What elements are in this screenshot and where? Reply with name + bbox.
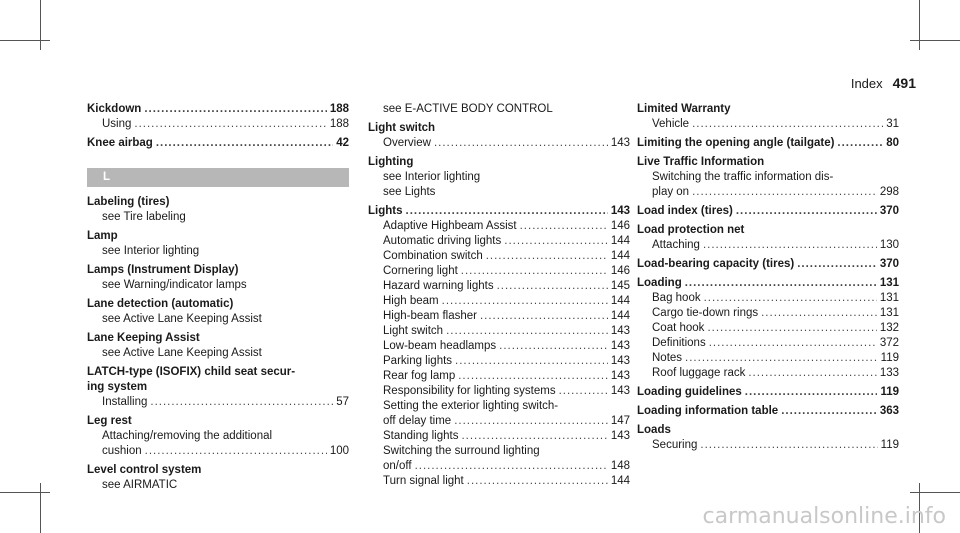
index-entry [87, 195, 349, 225]
index-subterm[interactable] [637, 291, 899, 306]
index-subterm [87, 346, 349, 361]
index-entry [368, 121, 630, 151]
term-text: Definitions [652, 337, 706, 349]
page-ref[interactable]: 143 [610, 430, 630, 442]
index-entry [637, 276, 899, 381]
index-term[interactable] [637, 276, 899, 291]
page-ref[interactable]: 148 [610, 460, 630, 472]
term-text: Lane detection (automatic) [87, 298, 234, 310]
index-subterm [368, 170, 630, 185]
index-entry [637, 223, 899, 253]
index-entry [637, 136, 899, 151]
leader-dots [520, 219, 608, 234]
index-subterm [368, 185, 630, 200]
index-entry [87, 414, 349, 459]
index-column-2 [368, 102, 630, 493]
term-text: Live Traffic Information [637, 156, 765, 168]
term-text: Turn signal light [383, 475, 464, 487]
index-subterm[interactable] [368, 354, 630, 369]
crop-mark [40, 0, 41, 50]
index-entry [637, 155, 899, 200]
page-ref[interactable]: 146 [610, 265, 630, 277]
index-subterm[interactable] [87, 117, 349, 132]
term-text: Vehicle [652, 118, 690, 130]
term-text: Limited Warranty [637, 103, 731, 115]
page-ref[interactable]: 119 [880, 352, 899, 364]
leader-dots [454, 414, 608, 429]
index-subterm[interactable] [637, 366, 899, 381]
index-subterm[interactable] [368, 474, 630, 489]
index-subterm [87, 429, 349, 444]
index-term [368, 121, 630, 136]
index-term [87, 380, 349, 395]
term-text: Limiting the opening angle (tailgate) [637, 137, 835, 149]
crop-mark [919, 0, 920, 50]
leader-dots [736, 204, 877, 219]
index-subterm[interactable] [368, 384, 630, 399]
page-ref[interactable]: 144 [610, 475, 630, 487]
leader-dots [497, 279, 608, 294]
term-text: Leg rest [87, 415, 132, 427]
index-column-3 [637, 102, 899, 457]
index-subterm [637, 170, 899, 185]
index-subterm[interactable] [87, 395, 349, 410]
leader-dots [781, 404, 877, 419]
page-ref[interactable]: 80 [886, 137, 899, 149]
page-ref[interactable]: 42 [336, 137, 349, 149]
leader-dots [446, 324, 608, 339]
index-entry [368, 155, 630, 200]
term-text: Installing [102, 396, 148, 408]
term-text: ing system [87, 381, 148, 393]
index-term[interactable] [368, 204, 630, 219]
index-term [87, 263, 349, 278]
term-text: Kickdown [87, 103, 142, 115]
index-term [637, 102, 899, 117]
term-text: Responsibility for lighting systems [383, 385, 556, 397]
page-ref[interactable]: 133 [879, 367, 899, 379]
page-ref[interactable]: 131 [879, 277, 899, 289]
leader-dots [415, 459, 608, 474]
term-text: Notes [652, 352, 683, 364]
term-text: Lane Keeping Assist [87, 332, 200, 344]
header-label: Index [850, 76, 883, 91]
index-term [637, 155, 899, 170]
term-text: Bag hook [652, 292, 701, 304]
leader-dots [837, 136, 883, 151]
index-subterm[interactable] [637, 321, 899, 336]
leader-dots [703, 238, 877, 253]
term-text: Loading information table [637, 405, 779, 417]
page-ref[interactable]: 130 [879, 239, 899, 251]
index-entry [87, 463, 349, 493]
index-entry [637, 423, 899, 453]
crop-mark [910, 40, 960, 41]
term-text: Light switch [368, 122, 436, 134]
term-text: Level control system [87, 464, 202, 476]
index-term[interactable] [87, 136, 349, 151]
term-text: High-beam flasher [383, 310, 477, 322]
index-subterm[interactable] [368, 429, 630, 444]
index-subterm[interactable] [368, 339, 630, 354]
term-text: on/off [383, 460, 412, 472]
term-text: Load index (tires) [637, 205, 733, 217]
term-text: Lights [368, 205, 403, 217]
term-text: Automatic driving lights [383, 235, 502, 247]
index-term[interactable] [637, 136, 899, 151]
page-header [851, 75, 916, 91]
leader-dots [685, 276, 877, 291]
page-ref[interactable]: 370 [879, 258, 899, 270]
leader-dots [707, 321, 876, 336]
term-text: Labeling (tires) [87, 196, 170, 208]
index-entry [87, 263, 349, 293]
term-text: High beam [383, 295, 439, 307]
term-text: Attaching/removing the additional [102, 430, 273, 442]
index-subterm[interactable] [637, 351, 899, 366]
index-entry [637, 385, 899, 400]
term-text: see Active Lane Keeping Assist [102, 313, 262, 325]
index-subterm [87, 278, 349, 293]
term-text: Combination switch [383, 250, 483, 262]
term-text: Light switch [383, 325, 444, 337]
index-subterm[interactable] [368, 414, 630, 429]
page-ref[interactable]: 131 [879, 292, 899, 304]
section-letter: L [87, 168, 349, 187]
page-ref[interactable]: 188 [329, 103, 349, 115]
leader-dots [480, 309, 608, 324]
page-ref[interactable]: 144 [610, 250, 630, 262]
leader-dots [434, 136, 608, 151]
term-text: see E-ACTIVE BODY CONTROL [383, 103, 553, 115]
term-text: see Lights [383, 186, 436, 198]
term-text: see AIRMATIC [102, 479, 178, 491]
page-ref[interactable]: 143 [610, 340, 630, 352]
crop-mark [0, 40, 50, 41]
index-subterm[interactable] [637, 438, 899, 453]
index-entry [637, 257, 899, 272]
index-entry [87, 297, 349, 327]
index-entry [637, 102, 899, 132]
index-subterm[interactable] [368, 249, 630, 264]
term-text: Roof luggage rack [652, 367, 746, 379]
leader-dots [144, 102, 327, 117]
page-ref[interactable]: 144 [610, 310, 630, 322]
term-text: play on [652, 186, 690, 198]
page-ref[interactable]: 100 [329, 445, 349, 457]
leader-dots [748, 366, 876, 381]
term-text: Attaching [652, 239, 700, 251]
index-term [87, 195, 349, 210]
page-ref[interactable]: 370 [879, 205, 899, 217]
index-entry [368, 204, 630, 489]
term-text: Overview [383, 137, 431, 149]
page-ref[interactable]: 31 [886, 118, 899, 130]
leader-dots [461, 264, 608, 279]
term-text: LATCH-type (ISOFIX) child seat secur- [87, 366, 296, 378]
term-text: Load protection net [637, 224, 745, 236]
term-text: Loading guidelines [637, 386, 742, 398]
index-entry [87, 365, 349, 410]
term-text: Rear fog lamp [383, 370, 456, 382]
index-subterm[interactable] [368, 279, 630, 294]
leader-dots [156, 136, 333, 151]
page-ref[interactable]: 119 [880, 439, 899, 451]
term-text: see Interior lighting [383, 171, 481, 183]
term-text: Load-bearing capacity (tires) [637, 258, 795, 270]
leader-dots [692, 185, 877, 200]
term-text: Securing [652, 439, 698, 451]
index-subterm[interactable] [87, 444, 349, 459]
leader-dots [442, 294, 608, 309]
index-entry [637, 204, 899, 219]
page-ref[interactable]: 143 [610, 355, 630, 367]
page-ref[interactable]: 363 [879, 405, 899, 417]
page-ref[interactable]: 144 [610, 295, 630, 307]
leader-dots [692, 117, 883, 132]
term-text: Switching the surround lighting [383, 445, 540, 457]
index-term [87, 331, 349, 346]
page-ref[interactable]: 147 [610, 415, 630, 427]
page-ref[interactable]: 146 [610, 220, 630, 232]
term-text: Setting the exterior lighting switch- [383, 400, 559, 412]
leader-dots [461, 429, 607, 444]
index-entry [87, 102, 349, 132]
index-term [637, 423, 899, 438]
index-subterm[interactable] [368, 136, 630, 151]
index-subterm [87, 478, 349, 493]
term-text: Parking lights [383, 355, 453, 367]
page-number: 491 [892, 75, 916, 91]
leader-dots [499, 339, 608, 354]
leader-dots [406, 204, 608, 219]
index-term [87, 365, 349, 380]
index-subterm[interactable] [368, 264, 630, 279]
index-subterm[interactable] [637, 238, 899, 253]
term-text: Cornering light [383, 265, 458, 277]
leader-dots [745, 385, 878, 400]
leader-dots [455, 354, 608, 369]
term-text: Loads [637, 424, 671, 436]
page-ref[interactable]: 188 [329, 118, 349, 130]
page-ref[interactable]: 298 [879, 186, 899, 198]
index-subterm[interactable] [637, 185, 899, 200]
leader-dots [145, 444, 327, 459]
term-text: Hazard warning lights [383, 280, 494, 292]
index-term[interactable] [637, 204, 899, 219]
page-ref[interactable]: 132 [879, 322, 899, 334]
leader-dots [797, 257, 877, 272]
term-text: see Tire labeling [102, 211, 186, 223]
page-ref[interactable]: 143 [610, 325, 630, 337]
term-text: see Warning/indicator lamps [102, 279, 247, 291]
index-subterm[interactable] [368, 234, 630, 249]
index-subterm [368, 102, 630, 117]
index-term [87, 229, 349, 244]
term-text: Coat hook [652, 322, 705, 334]
index-subterm [87, 210, 349, 225]
term-text: see Interior lighting [102, 245, 200, 257]
crop-mark [40, 483, 41, 533]
term-text: Adaptive Highbeam Assist [383, 220, 517, 232]
term-text: Loading [637, 277, 682, 289]
index-subterm [87, 244, 349, 259]
index-term [368, 155, 630, 170]
index-subterm[interactable] [368, 309, 630, 324]
term-text: Knee airbag [87, 137, 153, 149]
index-subterm[interactable] [368, 219, 630, 234]
term-text: cushion [102, 445, 142, 457]
crop-mark [0, 492, 50, 493]
leader-dots [559, 384, 608, 399]
index-term[interactable] [637, 385, 899, 400]
leader-dots [134, 117, 326, 132]
index-entry [368, 102, 630, 117]
index-subterm[interactable] [637, 336, 899, 351]
index-term [87, 463, 349, 478]
index-subterm [368, 444, 630, 459]
index-term [87, 414, 349, 429]
term-text: see Active Lane Keeping Assist [102, 347, 262, 359]
leader-dots [458, 369, 608, 384]
index-subterm[interactable] [637, 117, 899, 132]
term-text: Using [102, 118, 132, 130]
index-subterm[interactable] [368, 294, 630, 309]
index-term[interactable] [637, 257, 899, 272]
term-text: Lamp [87, 230, 118, 242]
index-term [87, 297, 349, 312]
page-ref[interactable]: 372 [879, 337, 899, 349]
term-text: Lamps (Instrument Display) [87, 264, 239, 276]
leader-dots [150, 395, 333, 410]
page-ref[interactable]: 144 [610, 235, 630, 247]
index-subterm[interactable] [368, 324, 630, 339]
page-ref[interactable]: 143 [610, 385, 630, 397]
term-text: Switching the traffic information dis- [652, 171, 834, 183]
term-text: off delay time [383, 415, 452, 427]
leader-dots [704, 291, 877, 306]
page-ref[interactable]: 145 [610, 280, 630, 292]
term-text: Standing lights [383, 430, 459, 442]
index-term[interactable] [87, 102, 349, 117]
index-subterm[interactable] [637, 306, 899, 321]
leader-dots [709, 336, 877, 351]
leader-dots [685, 351, 878, 366]
index-column-1 [87, 102, 349, 497]
watermark: carmanualsonline.info [702, 504, 946, 529]
leader-dots [700, 438, 877, 453]
index-entry [87, 229, 349, 259]
index-entry [637, 404, 899, 419]
leader-dots [467, 474, 608, 489]
index-entry [87, 136, 349, 151]
index-entry [87, 331, 349, 361]
term-text: Low-beam headlamps [383, 340, 497, 352]
page-ref[interactable]: 131 [879, 307, 899, 319]
leader-dots [761, 306, 877, 321]
crop-mark [910, 492, 960, 493]
term-text: Lighting [368, 156, 414, 168]
page-ref[interactable]: 57 [336, 396, 349, 408]
leader-dots [486, 249, 608, 264]
index-subterm [368, 399, 630, 414]
leader-dots [504, 234, 608, 249]
page-ref[interactable]: 143 [610, 137, 630, 149]
index-term [637, 223, 899, 238]
page-ref[interactable]: 143 [610, 205, 630, 217]
index-subterm[interactable] [368, 459, 630, 474]
index-subterm[interactable] [368, 369, 630, 384]
index-subterm [87, 312, 349, 327]
page-ref[interactable]: 119 [880, 386, 899, 398]
term-text: Cargo tie-down rings [652, 307, 759, 319]
page-ref[interactable]: 143 [610, 370, 630, 382]
index-term[interactable] [637, 404, 899, 419]
